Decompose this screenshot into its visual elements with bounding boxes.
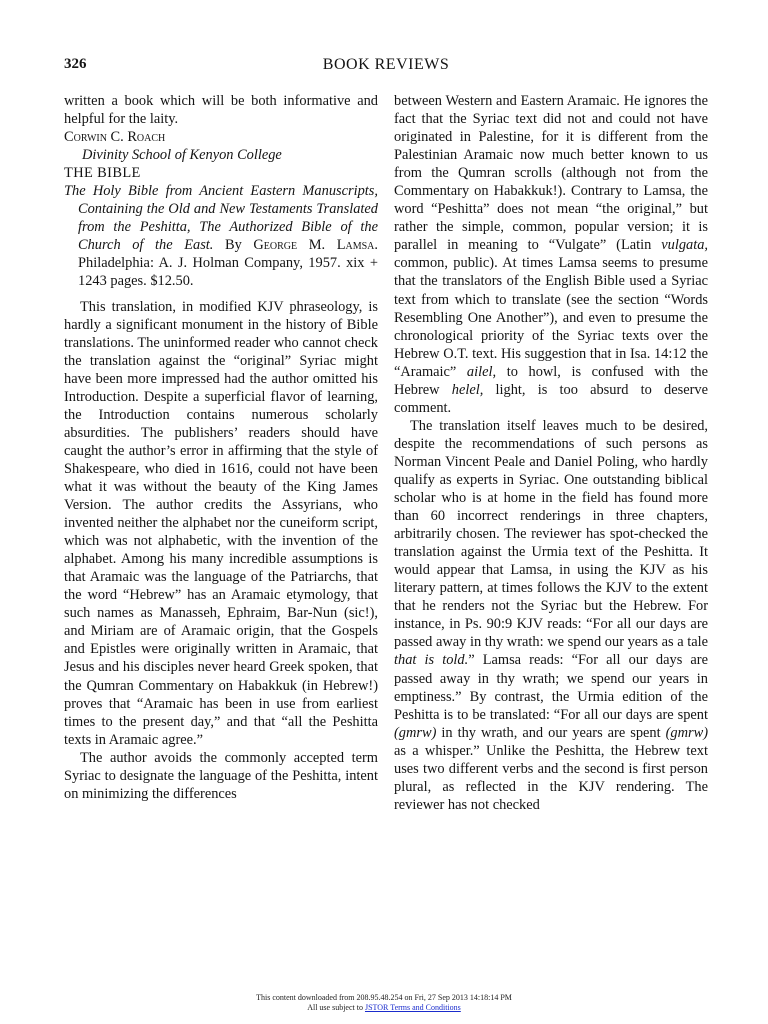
italic-term: vulgata, [661,237,708,254]
section-title: THE BIBLE [64,165,141,182]
page-number: 326 [64,56,87,72]
running-title: BOOK REVIEWS [322,56,450,73]
footer-download-info: This content downloaded from 208.95.48.254 on Fri, 27 Sep 2013 14:18:14 PM [256,993,512,1002]
italic-term: (gmrw) [394,724,437,741]
review-paragraph-2: The author avoids the commonly accepted term Syriac to designate the language of the Peshitta, intent on minimizing the differences [64,749,378,802]
italic-term: that is told. [394,652,469,669]
italic-term: helel, [451,381,484,398]
download-footer [0,993,768,1013]
text-run: as a whisper.” Unlike the Peshitta, the Hebrew text uses two different verbs and the second is first person plural, as reflected in the KJV rendering. The reviewer has not checked [394,742,708,813]
reviewer-signature: Corwin C. Roach [64,129,166,146]
text-run: light, is too absurd to deserve comment. [394,381,708,416]
book-citation [64,182,378,290]
page-header [64,56,708,78]
review-paragraph-1: This translation, in modified KJV phraseology, is hardly a significant monument in the history of Bible translations. The uninformed reader who cannot check the translation against the “original” Syriac might have been more impressed had the author omitted his Introduction. Despite a superficial flavor of learning, the Introduction contains numerous scholarly absurdities. The publishers’ readers should have caught the author’s error in affirming that the style of Shakespeare, who died in 1616, could not have been what it was without the beauty of the King James Version. The author credits the Assyrians, who invented neither the alphabet nor the cuneiform script, which was not alphabetic, with the invention of the alphabet. Among his many incredible assumptions is that Aramaic was the language of the Patriarchs, that the word “Hebrew” has an Aramaic etymology, that such names as Manasseh, Ephraim, Bar-Nun (sic!), and Miriam are of Aramaic origin, that the Gospels and Epistles were originally written in Aramaic, that Jesus and his disciples never heard Greek spoken, that the Qumran Commentary on Habakkuk (in Hebrew!) proves that “Aramaic has been in use from earliest times to the present day,” and that “all the Peshitta texts in Aramaic agree.” [64,298,378,748]
italic-term: (gmrw) [665,724,708,741]
review-paragraph-4 [394,417,708,814]
left-column [64,92,378,803]
jstor-terms-link[interactable]: JSTOR Terms and Conditions [364,1003,461,1012]
citation-title: The Holy Bible from Ancient Eastern Manuscripts, Containing the Old and New Testaments Translated from the Peshitta, The Authorized Bible of the Church of the East. [64,183,378,254]
text-run: ” Lamsa reads: “For all our days are passed away in thy wrath; we spend our years in emptiness.” By contrast, the Urmia edition of the Peshitta is to be translated: “For all our days are spent [394,652,708,723]
footer-terms-prefix: All use subject to [307,1003,365,1012]
italic-term: ailel, [466,363,497,380]
text-run: common, public). At times Lamsa seems to presume that the translators of the English Bible used a Syriac text from which to translate (see the section “Words Resembling One Another”), and even to presume the chronological priority of the Syriac texts over the Hebrew O.T. text. His suggestion that in Isa. 14:12 the “Aramaic” [394,255,708,380]
citation-author: George M. Lamsa [253,237,375,254]
text-run: The translation itself leaves much to be desired, despite the recommendations of such persons as Norman Vincent Peale and Daniel Poling, who hardly qualify as experts in Syriac. One outstanding biblical scholar who is at home in the field has found more than 60 incorrect renderings in three chapters, arbitrarily chosen. The reviewer has spot-checked the translation against the Urmia text of the Peshitta. It would appear that Lamsa, in using the KJV as his literary pattern, at times follows the KJV to the extent that he renders not the Syriac but the Hebrew. For instance, in Ps. 90:9 KJV reads: “For all our days are passed away in thy wrath: we spend our years as a tale [394,417,708,651]
footer-terms-line [0,1003,768,1013]
text-run: to howl, is confused with the Hebrew [394,363,708,398]
text-run: in thy wrath, and our years are spent [436,724,666,741]
opening-paragraph: written a book which will be both informative and helpful for the laity. [64,93,378,128]
text-run: between Western and Eastern Aramaic. He ignores the fact that the Syriac text did not and could not have originated in Palestine, for it is different from the Palestinian Aramaic now much better known to us from the Qumran scrolls (although not from the Commentary on Habakkuk!). Contrary to Lamsa, the word “Peshitta” does not mean “the original,” but rather the simple, common, popular version; it is parallel in meaning to “Vulgate” (Latin [394,93,708,254]
reviewer-affiliation: Divinity School of Kenyon College [82,147,282,164]
right-column [394,92,708,814]
citation-by: By [213,237,254,254]
review-paragraph-3 [394,92,708,417]
citation-details: . Philadelphia: A. J. Holman Company, 1957. xix + 1243 pages. $12.50. [78,237,378,290]
